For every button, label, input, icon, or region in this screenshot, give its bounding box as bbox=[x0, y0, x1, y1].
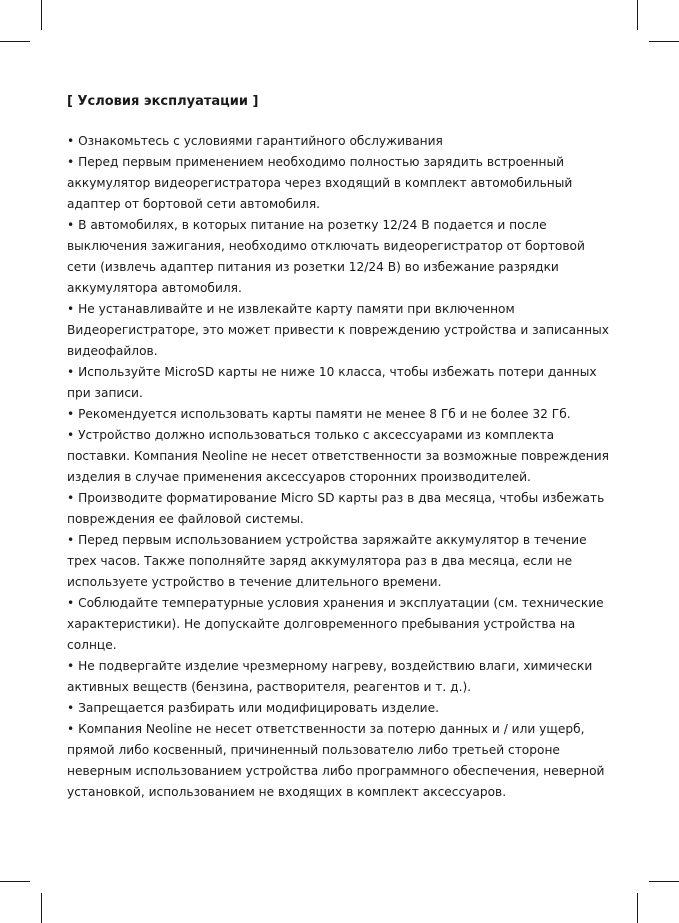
list-item: • Ознакомьтесь с условиями гарантийного обслуживания bbox=[67, 131, 612, 152]
list-item: • Не подвергайте изделие чрезмерному нагреву, воздействию влаги, химически активных веществ (бензина, растворителя, реагентов и т. д.). bbox=[67, 656, 612, 698]
list-item: • Рекомендуется использовать карты памяти не менее 8 Гб и не более 32 Гб. bbox=[67, 404, 612, 425]
crop-mark-bottom-right-vertical bbox=[637, 893, 638, 923]
crop-mark-bottom-left-vertical bbox=[41, 893, 42, 923]
list-item: • Используйте MicroSD карты не ниже 10 класса, чтобы избежать потери данных при записи. bbox=[67, 362, 612, 404]
list-item: • Соблюдайте температурные условия хранения и эксплуатации (см. технические характеристики). Не допускайте долговременного пребывания устройства на солнце. bbox=[67, 593, 612, 656]
conditions-list bbox=[67, 131, 612, 803]
document-content bbox=[67, 93, 612, 803]
crop-mark-bottom-right-horizontal bbox=[649, 881, 679, 882]
list-item: • Перед первым применением необходимо полностью зарядить встроенный аккумулятор видеорегистратора через входящий в комплект автомобильный адаптер от бортовой сети автомобиля. bbox=[67, 152, 612, 215]
list-item: • Запрещается разбирать или модифицировать изделие. bbox=[67, 698, 612, 719]
list-item: • Производите форматирование Micro SD карты раз в два месяца, чтобы избежать повреждения ее файловой системы. bbox=[67, 488, 612, 530]
section-title: [ Условия эксплуатации ] bbox=[67, 94, 259, 109]
list-item: • Перед первым использованием устройства заряжайте аккумулятор в течение трех часов. Также пополняйте заряд аккумулятора раз в два месяца, если не используете устройство в течение длительного времени. bbox=[67, 530, 612, 593]
list-item: • Компания Neoline не несет ответственности за потерю данных и / или ущерб, прямой либо косвенный, причиненный пользователю либо третьей стороне неверным использованием устройства либо программного обеспечения, неверной установкой, использованием не входящих в комплект аксессуаров. bbox=[67, 719, 612, 803]
list-item: • В автомобилях, в которых питание на розетку 12/24 В подается и после выключения зажигания, необходимо отключать видеорегистратор от бортовой сети (извлечь адаптер питания из розетки 12/24 В) во избежание разрядки аккумулятора автомобиля. bbox=[67, 215, 612, 299]
crop-mark-bottom-left-horizontal bbox=[0, 881, 30, 882]
list-item: • Устройство должно использоваться только с аксессуарами из комплекта поставки. Компания Neoline не несет ответственности за возможные повреждения изделия в случае применения аксессуаров сторонних производителей. bbox=[67, 425, 612, 488]
list-item: • Не устанавливайте и не извлекайте карту памяти при включенном Видеорегистраторе, это может привести к повреждению устройства и записанных видеофайлов. bbox=[67, 299, 612, 362]
crop-mark-top-right-vertical bbox=[637, 0, 638, 30]
crop-mark-top-left-vertical bbox=[41, 0, 42, 30]
crop-mark-top-left-horizontal bbox=[0, 41, 30, 42]
crop-mark-top-right-horizontal bbox=[649, 41, 679, 42]
